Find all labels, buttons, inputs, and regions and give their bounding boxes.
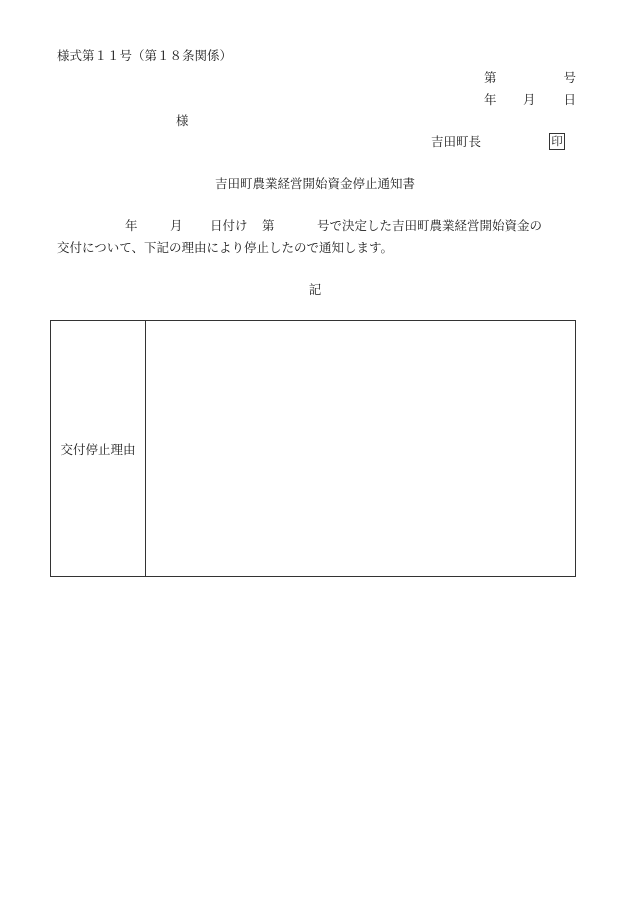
body-month-label: 月: [170, 218, 183, 233]
reason-label: 交付停止理由: [60, 442, 136, 457]
date-line: [484, 94, 576, 108]
reason-label-cell: [51, 321, 146, 576]
body-line-1-text: 号で決定した吉田町農業経営開始資金の: [317, 218, 543, 233]
document-title: 吉田町農業経営開始資金停止通知書: [214, 176, 415, 191]
body-line-1: [57, 220, 577, 234]
body-dated-label: 日付け: [210, 218, 248, 233]
reason-value-cell[interactable]: [146, 321, 575, 576]
date-day-label: 日: [563, 92, 576, 107]
number-suffix: 号: [563, 70, 576, 85]
body-number-prefix: 第: [262, 218, 275, 233]
body-year-label: 年: [125, 218, 138, 233]
ki-heading: 記: [308, 282, 322, 297]
addressee-honorific: 様: [176, 113, 189, 128]
date-year-label: 年: [484, 92, 497, 107]
reason-table: [50, 320, 576, 577]
body-line-2: 交付について、下記の理由により停止したので通知します。: [57, 240, 394, 255]
date-month-label: 月: [523, 92, 536, 107]
seal-mark: 印: [549, 133, 565, 150]
sender-name: 吉田町長: [431, 134, 482, 149]
number-prefix: 第: [484, 70, 497, 85]
document-number-line: [484, 72, 576, 86]
form-number: 様式第１１号（第１８条関係）: [57, 48, 233, 63]
